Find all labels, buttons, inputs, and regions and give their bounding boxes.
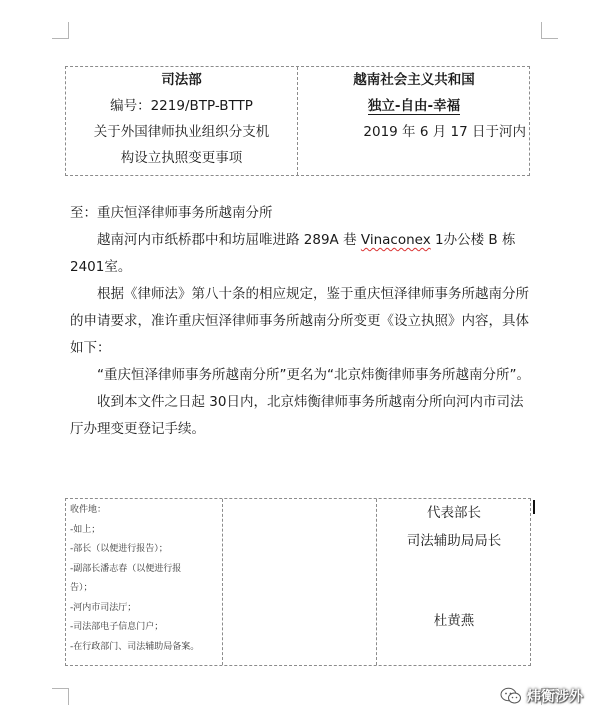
recipients-list (70, 501, 218, 657)
watermark-text: 炜衡涉外 (527, 689, 583, 705)
paragraph-3: 收到本文件之日起 30日内，北京炜衡律师事务所越南分所向河内市司法厅办理变更登记手续。 (70, 394, 524, 437)
wechat-icon (500, 687, 522, 705)
country-name: 越南社会主义共和国 (353, 72, 475, 88)
addressee: 至：重庆恒泽律师事务所越南分所 (70, 205, 273, 221)
recipients-title: 收件地： (70, 505, 107, 515)
watermark (500, 684, 583, 708)
recipient-item: -部长（以便进行报告）； (70, 544, 168, 554)
subject-line-1: 关于外国律师执业组织分支机 (93, 124, 270, 140)
header-table (65, 66, 530, 176)
footer-divider-1 (222, 499, 223, 665)
document-number: 编号：2219/BTP-BTTP (110, 98, 253, 114)
footer-divider-2 (376, 499, 377, 665)
spellcheck-word: Vinaconex (360, 232, 431, 248)
subject-line-2: 构设立执照变更事项 (120, 150, 243, 166)
motto: 独立-自由-幸福 (367, 98, 461, 114)
text-cursor (533, 500, 535, 514)
crop-mark-top-left (52, 22, 69, 39)
recipient-item: -司法部电子信息门户； (70, 622, 164, 632)
header-right-cell (298, 67, 530, 145)
signer-role-2: 司法辅助局局长 (406, 533, 502, 549)
ministry-name: 司法部 (161, 72, 202, 88)
crop-mark-bottom-left (52, 688, 69, 705)
header-left-cell (66, 67, 297, 171)
document-body (70, 200, 536, 443)
recipient-item: -副部长潘志春（以便进行报 (70, 563, 182, 574)
recipient-item: -河内市司法厅； (70, 602, 137, 613)
issue-date: 2019 年 6 月 17 日于河内 (363, 124, 526, 140)
recipient-item: -在行政部门、司法辅助局备案。 (70, 641, 200, 652)
paragraph-2: “重庆恒泽律师事务所越南分所”更名为“北京炜衡律师事务所越南分所”。 (97, 367, 530, 383)
signer-name: 杜黄燕 (433, 613, 475, 629)
paragraph-1: 根据《律师法》第八十条的相应规定，鉴于重庆恒泽律师事务所越南分所的申请要求，准许重庆恒泽律师事务所越南分所变更《设立执照》内容，具体如下： (70, 286, 529, 356)
recipient-item: -如上； (70, 524, 101, 535)
signer-role-1: 代表部长 (427, 505, 481, 521)
address: 越南河内市纸桥郡中和坊屈唯进路 289A 巷 Vinaconex 1办公楼 B 栋 2401室。 (70, 232, 516, 275)
recipient-item: 告）； (70, 583, 93, 593)
footer-table (65, 498, 531, 666)
crop-mark-top-right (541, 22, 558, 39)
